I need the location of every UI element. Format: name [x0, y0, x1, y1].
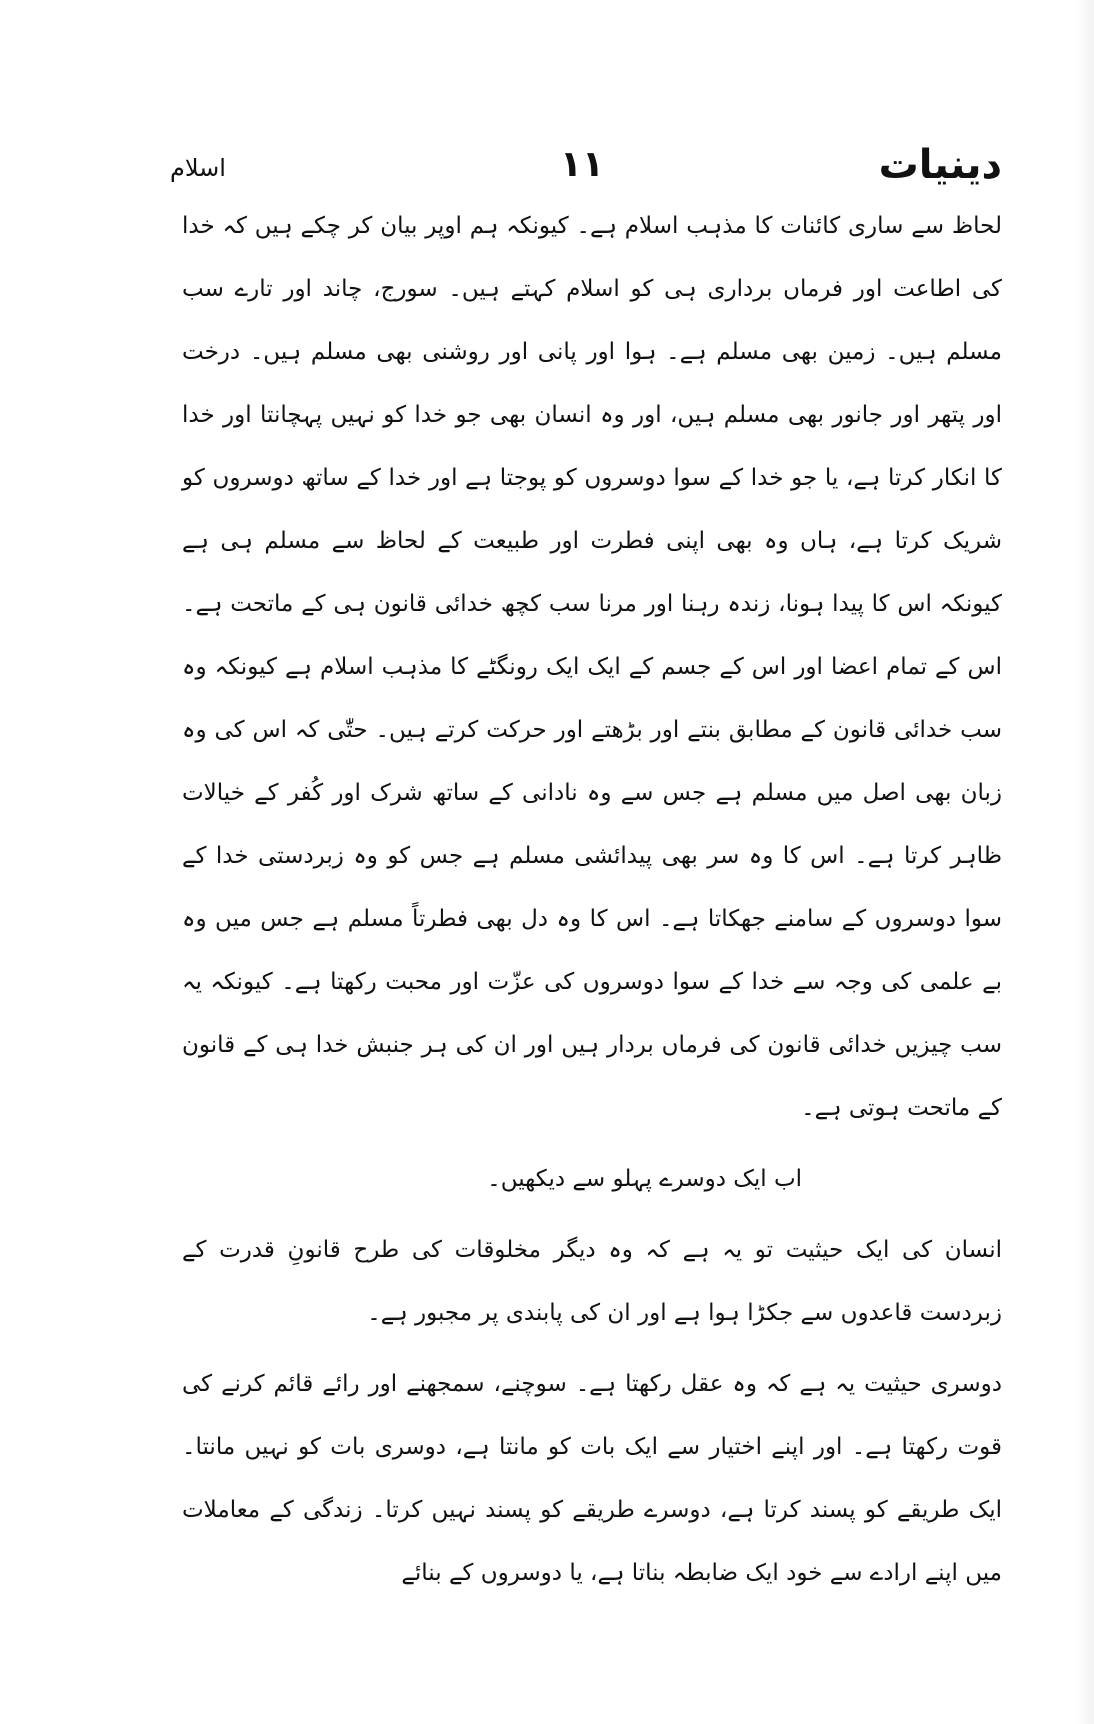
page-body — [182, 195, 1002, 1605]
book-title: دینیات — [878, 142, 1002, 188]
running-header — [0, 135, 1094, 195]
paragraph-3: انسان کی ایک حیثیت تو یہ ہے کہ وہ دیگر مخلوقات کی طرح قانونِ قدرت کے زبردست قاعدوں سے جکڑا ہوا ہے اور ان کی پابندی پر مجبور ہے۔ — [182, 1237, 1002, 1326]
paragraph-1: لحاظ سے ساری کائنات کا مذہب اسلام ہے۔ کیونکہ ہم اوپر بیان کر چکے ہیں کہ خدا کی اطاعت اور فرماں برداری ہی کو اسلام کہتے ہیں۔ سورج، چاند اور تارے سب مسلم ہیں۔ زمین بھی مسلم ہے۔ ہوا اور پانی اور روشنی بھی مسلم ہیں۔ درخت اور پتھر اور جانور بھی مسلم ہیں، اور وہ انسان بھی جو خدا کو نہیں پہچانتا اور خدا کا انکار کرتا ہے، یا جو خدا کے سوا دوسروں کو پوجتا ہے اور خدا کے ساتھ دوسروں کو شریک کرتا ہے، ہاں وہ بھی اپنی فطرت اور طبیعت کے لحاظ سے مسلم ہی ہے کیونکہ اس کا پیدا ہونا، زندہ رہنا اور مرنا سب کچھ خدائی قانون ہی کے ماتحت ہے۔ اس کے تمام اعضا اور اس کے جسم کے ایک ایک رونگٹے کا مذہب اسلام ہے کیونکہ وہ سب خدائی قانون کے مطابق بنتے اور بڑھتے اور حرکت کرتے ہیں۔ حتّٰی کہ اس کی وہ زبان بھی اصل میں مسلم ہے جس سے وہ نادانی کے ساتھ شرک اور کُفر کے خیالات ظاہر کرتا ہے۔ اس کا وہ سر بھی پیدائشی مسلم ہے جس کو وہ زبردستی خدا کے سوا دوسروں کے سامنے جھکاتا ہے۔ اس کا وہ دل بھی فطرتاً مسلم ہے جس میں وہ بے علمی کی وجہ سے خدا کے سوا دوسروں کی عزّت اور محبت رکھتا ہے۔ کیونکہ یہ سب چیزیں خدائی قانون کی فرماں بردار ہیں اور ان کی ہر جنبش خدا ہی کے قانون کے ماتحت ہوتی ہے۔ — [182, 213, 1002, 1121]
section-title: اسلام — [170, 154, 226, 182]
scan-edge-shadow — [1076, 0, 1094, 1724]
paragraph-4: دوسری حیثیت یہ ہے کہ وہ عقل رکھتا ہے۔ سوچنے، سمجھنے اور رائے قائم کرنے کی قوت رکھتا ہے۔ اور اپنے اختیار سے ایک بات کو مانتا ہے، دوسری بات کو نہیں مانتا۔ ایک طریقے کو پسند کرتا ہے، دوسرے طریقے کو پسند نہیں کرتا۔ زندگی کے معاملات میں اپنے ارادے سے خود ایک ضابطہ بناتا ہے، یا دوسروں کے بنائے — [182, 1371, 1002, 1586]
paragraph-2: اب ایک دوسرے پہلو سے دیکھیں۔ — [487, 1166, 802, 1192]
page-number: ۱۱ — [560, 144, 604, 185]
